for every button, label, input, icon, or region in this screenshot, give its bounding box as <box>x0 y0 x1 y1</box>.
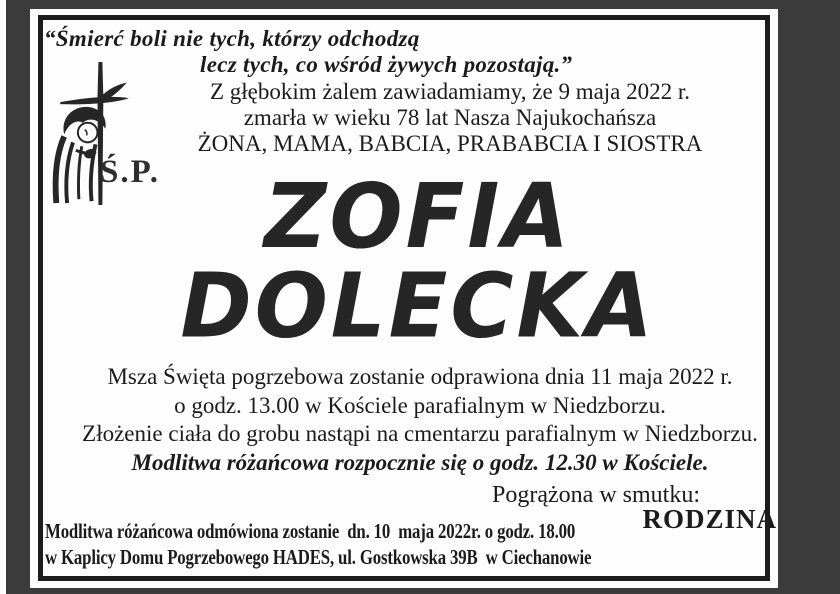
quote-line-1: “Śmierć boli nie tych, którzy odchodzą <box>44 26 420 51</box>
rosary-line-2: w Kaplicy Domu Pogrzebowego HADES, ul. Gostkowska 39B w Ciechanowie <box>45 545 592 569</box>
funeral-line-2: o godz. 13.00 w Kościele parafialnym w Niedzborzu. <box>174 392 666 418</box>
sp-abbreviation: Ś.P. <box>100 154 160 190</box>
announcement-line-1: Z głębokim żalem zawiadamiamy, że 9 maja 2022 r. <box>209 79 691 104</box>
funeral-details <box>63 363 777 477</box>
rosary-line-1: Modlitwa różańcowa odmówiona zostanie dn. 10 maja 2022r. o godz. 18.00 <box>45 519 576 543</box>
quote-line-2: lecz tych, co wśród żywych pozostają.” <box>200 52 573 77</box>
announcement-line-3: ŻONA, MAMA, BABCIA, PRABABCIA I SIOSTRA <box>197 131 703 156</box>
announcement-line-2: zmarła w wieku 78 lat Nasza Najukochańsza <box>243 105 657 130</box>
mourning-family: RODZINA <box>642 504 777 534</box>
funeral-line-3: Złożenie ciała do grobu nastąpi na cmentarzu parafialnym w Niedzborzu. <box>82 421 758 446</box>
deceased-first-name: ZOFIA <box>264 164 572 269</box>
deceased-last-name: DOLECKA <box>180 254 656 359</box>
mourning-label: Pogrążona w smutku: <box>492 482 700 508</box>
deceased-name <box>43 164 765 359</box>
funeral-line-4: Modlitwa różańcowa rozpocznie się o godz. 12.30 w Kościele. <box>131 449 709 475</box>
funeral-line-1: Msza Święta pogrzebowa zostanie odprawiona dnia 11 maja 2022 r. <box>107 364 733 389</box>
